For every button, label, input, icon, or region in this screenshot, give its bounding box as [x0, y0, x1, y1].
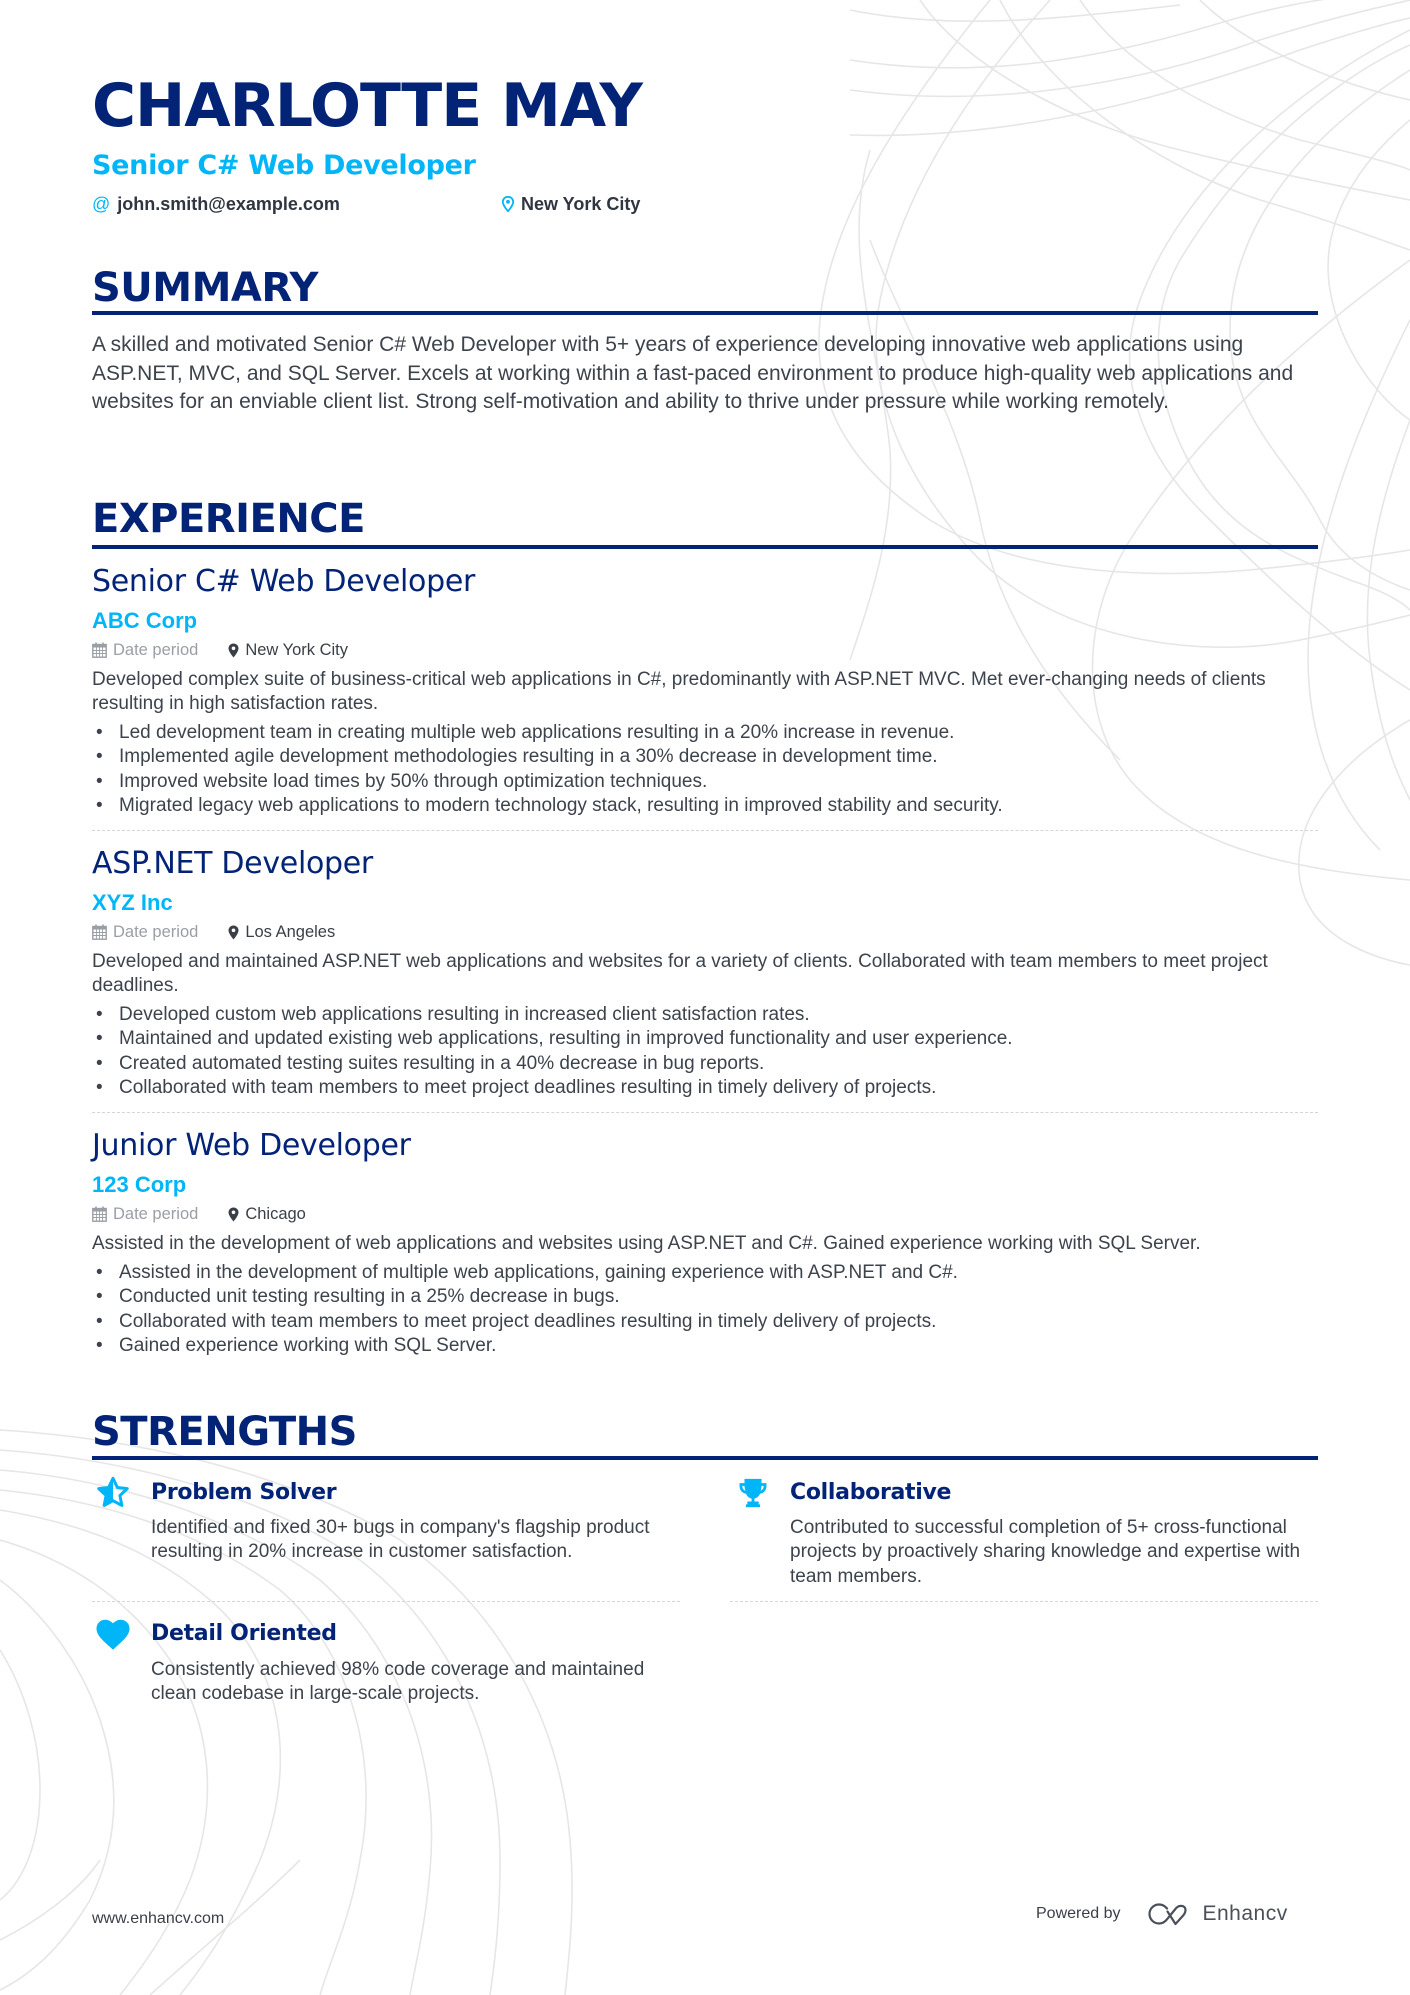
bullet-item: • Developed custom web applications resulting in increased client satisfaction rates.	[92, 1003, 1318, 1027]
map-pin-icon	[228, 1207, 239, 1222]
bullet-item: • Gained experience working with SQL Server.	[92, 1334, 1318, 1358]
map-pin-icon	[502, 196, 514, 212]
bullet-item: • Collaborated with team members to meet project deadlines resulting in timely delivery of projects.	[92, 1076, 1318, 1100]
calendar-icon	[92, 642, 107, 658]
strength-divider	[92, 1601, 680, 1602]
summary-text: A skilled and motivated Senior C# Web Developer with 5+ years of experience developing innovative web applications using ASP.NET, MVC, and SQL Server. Excels at working within a fast-paced environment to produce high-quality web applications and websites for an enviable client list. Strong self-motivation and ability to thrive under pressure while working remotely.	[92, 333, 1294, 413]
job-date: Date period	[92, 1206, 198, 1223]
job-title: Senior C# Web Developer	[92, 564, 476, 599]
contact-location	[502, 195, 640, 213]
at-icon: @	[92, 194, 111, 214]
star-half-icon	[94, 1474, 132, 1512]
enhancv-brand	[1147, 1902, 1288, 1926]
strength-description: Consistently achieved 98% code coverage and maintained clean codebase in large-scale projects.	[151, 1659, 645, 1705]
location-text: New York City	[521, 194, 641, 214]
job-description: Assisted in the development of web applications and websites using ASP.NET and C#. Gained experience working with SQL Server.	[92, 1233, 1201, 1254]
summary-divider	[92, 311, 1318, 315]
strength-title: Collaborative	[790, 1480, 952, 1505]
company-name: 123 Corp	[92, 1172, 187, 1197]
job-location: Chicago	[228, 1206, 306, 1223]
bullet-item: • Led development team in creating multiple web applications resulting in a 20% increase in revenue.	[92, 721, 1318, 745]
job-meta	[92, 1206, 306, 1223]
map-pin-icon	[228, 925, 239, 940]
trophy-icon	[734, 1474, 772, 1512]
job-title: ASP.NET Developer	[92, 846, 373, 881]
strength-description: Contributed to successful completion of 5+ cross-functional projects by proactively sharing knowledge and expertise with team members.	[790, 1517, 1301, 1587]
job-bullets	[92, 1261, 1318, 1358]
enhancv-logo-icon	[1147, 1902, 1193, 1926]
bullet-item: • Assisted in the development of multiple web applications, gaining experience with ASP.NET and C#.	[92, 1261, 1318, 1285]
calendar-icon	[92, 924, 107, 940]
strength-title: Detail Oriented	[151, 1621, 337, 1646]
candidate-headline: Senior C# Web Developer	[92, 150, 476, 181]
bullet-item: • Maintained and updated existing web applications, resulting in improved functionality and user experience.	[92, 1027, 1318, 1051]
job-bullets	[92, 1003, 1318, 1100]
contact-email[interactable]	[92, 195, 340, 213]
bullet-item: • Migrated legacy web applications to modern technology stack, resulting in improved stability and security.	[92, 794, 1318, 818]
email-text: john.smith@example.com	[117, 194, 340, 214]
heart-icon	[94, 1615, 132, 1653]
summary-heading: SUMMARY	[92, 265, 318, 311]
job-description: Developed and maintained ASP.NET web applications and websites for a variety of clients. Collaborated with team members to meet project deadlines.	[92, 951, 1268, 997]
candidate-name: CHARLOTTE MAY	[92, 71, 642, 141]
job-meta	[92, 924, 335, 941]
bullet-item: • Improved website load times by 50% through optimization techniques.	[92, 770, 1318, 794]
job-title: Junior Web Developer	[92, 1128, 411, 1163]
job-location: New York City	[228, 642, 348, 659]
powered-by-label: Powered by	[1036, 1905, 1121, 1922]
footer-powered-by[interactable]	[1036, 1902, 1288, 1926]
strength-divider	[730, 1601, 1318, 1602]
brand-name: Enhancv	[1202, 1902, 1288, 1925]
map-pin-icon	[228, 643, 239, 658]
experience-heading: EXPERIENCE	[92, 496, 365, 542]
calendar-icon	[92, 1206, 107, 1222]
experience-divider	[92, 545, 1318, 549]
strength-title: Problem Solver	[151, 1480, 337, 1505]
company-name: ABC Corp	[92, 608, 198, 633]
job-location: Los Angeles	[228, 924, 335, 941]
bullet-item: • Collaborated with team members to meet project deadlines resulting in timely delivery of projects.	[92, 1310, 1318, 1334]
job-date: Date period	[92, 924, 198, 941]
strengths-divider	[92, 1456, 1318, 1460]
bullet-item: • Conducted unit testing resulting in a 25% decrease in bugs.	[92, 1285, 1318, 1309]
strengths-heading: STRENGTHS	[92, 1409, 357, 1455]
job-meta	[92, 642, 348, 659]
job-divider	[92, 1112, 1318, 1113]
bullet-item: • Created automated testing suites resulting in a 40% decrease in bug reports.	[92, 1052, 1318, 1076]
strength-description: Identified and fixed 30+ bugs in company's flagship product resulting in 20% increase in customer satisfaction.	[151, 1517, 650, 1563]
company-name: XYZ Inc	[92, 890, 173, 915]
job-description: Developed complex suite of business-critical web applications in C#, predominantly with ASP.NET MVC. Met ever-changing needs of clients resulting in high satisfaction rates.	[92, 669, 1266, 715]
footer-website-link[interactable]: www.enhancv.com	[92, 1910, 225, 1927]
job-bullets	[92, 721, 1318, 818]
bullet-item: • Implemented agile development methodologies resulting in a 30% decrease in development time.	[92, 745, 1318, 769]
job-date: Date period	[92, 642, 198, 659]
job-divider	[92, 830, 1318, 831]
